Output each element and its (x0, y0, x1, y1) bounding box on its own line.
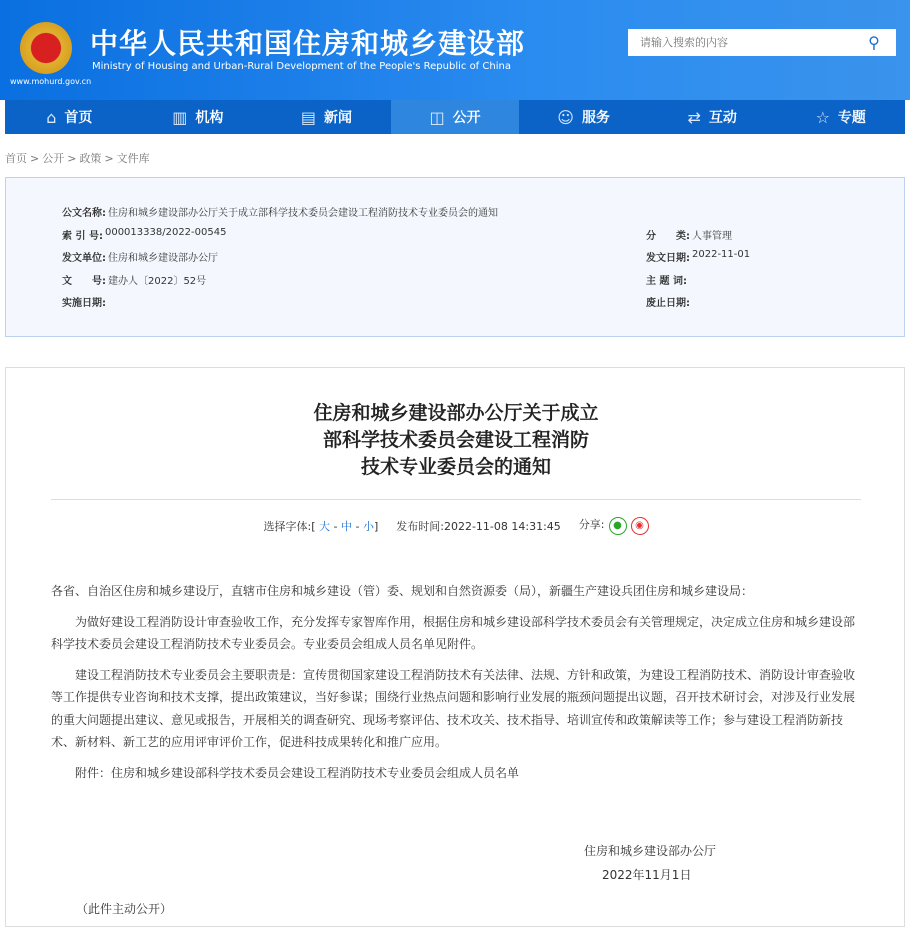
sep: - (355, 519, 360, 533)
article (5, 367, 905, 927)
breadcrumb (5, 150, 153, 166)
meta-category (646, 227, 732, 242)
nav-label: 首页 (64, 110, 93, 126)
label: 文 号: (62, 276, 106, 287)
publish-value: 2022-11-08 14:31:45 (443, 519, 561, 533)
user-exchange-icon: ⇄ (687, 107, 701, 127)
meta-effective (62, 294, 108, 309)
nav-label: 专题 (837, 110, 866, 126)
crumb-policy[interactable]: 政策 (79, 152, 102, 165)
nav-home[interactable] (5, 100, 134, 134)
nav-label: 互动 (708, 110, 737, 126)
nav-label: 服务 (581, 110, 610, 126)
nav-service[interactable] (519, 100, 648, 134)
publish-label: 发布时间: (396, 519, 444, 533)
nav-label: 公开 (452, 110, 481, 126)
label: 索 引 号: (62, 231, 103, 242)
meta-expiry (646, 294, 692, 309)
font-medium-link[interactable]: 中 (340, 519, 352, 533)
search-box (628, 29, 896, 56)
publish-time (396, 518, 561, 534)
main-nav (5, 100, 905, 134)
salutation: 各省、自治区住房和城乡建设厅，直辖市住房和城乡建设（管）委、规划和自然资源委（局），新疆生产建设兵团住房和城乡建设局： (51, 584, 754, 598)
sep: - (333, 519, 338, 533)
title-line: 住房和城乡建设部办公厅关于成立 (313, 402, 599, 424)
crumb-public[interactable]: 公开 (42, 152, 65, 165)
value: 住房和城乡建设部办公厅 (108, 253, 218, 264)
search-input[interactable] (628, 29, 848, 56)
value: 2022-11-01 (692, 249, 751, 260)
crumb-separator: > (104, 152, 114, 165)
label: 主 题 词: (646, 276, 687, 287)
meta-docno (62, 272, 206, 287)
wechat-share-icon[interactable]: ● (609, 517, 627, 535)
label: 公文名称: (62, 208, 106, 219)
meta-name (62, 204, 498, 219)
nav-topics[interactable] (776, 100, 905, 134)
crumb-library[interactable]: 文件库 (116, 152, 150, 165)
crumb-separator: > (67, 152, 77, 165)
meta-subject (646, 272, 689, 287)
bracket: ] (373, 519, 379, 533)
disclosure-note: （此件主动公开） (76, 902, 173, 916)
building-icon: ▥ (172, 107, 188, 127)
site-title: 中华人民共和国住房和城乡建设部 (90, 27, 526, 60)
meta-issuer (62, 249, 218, 264)
person-service-icon: ☺ (557, 107, 574, 127)
attachment-link[interactable]: 附件：住房和城乡建设部科学技术委员会建设工程消防技术专业委员会组成人员名单 (75, 765, 520, 780)
font-large-link[interactable]: 大 (318, 519, 330, 533)
crumb-home[interactable]: 首页 (5, 152, 27, 165)
signature: 住房和城乡建设部办公厅 (584, 844, 717, 858)
share-label: 分享: (578, 518, 605, 531)
star-book-icon: ☆ (815, 107, 830, 127)
font-label: 选择字体: (263, 519, 312, 533)
title-line: 部科学技术委员会建设工程消防 (322, 429, 589, 451)
article-tools (6, 516, 906, 535)
share (579, 516, 649, 535)
crumb-separator: > (30, 152, 40, 165)
nav-public[interactable] (391, 100, 520, 134)
documents-icon: ◫ (429, 107, 445, 127)
bracket: [ (311, 519, 316, 533)
article-title (6, 400, 906, 481)
search-button[interactable] (852, 29, 896, 56)
label: 分 类: (646, 231, 690, 242)
label: 实施日期: (62, 298, 106, 309)
value: 建办人〔2022〕52号 (108, 276, 207, 287)
nav-news[interactable] (262, 100, 391, 134)
meta-index (62, 227, 226, 242)
divider (51, 499, 861, 500)
label: 废止日期: (646, 298, 690, 309)
paragraph: 为做好建设工程消防设计审查验收工作，充分发挥专家智库作用，根据住房和城乡建设部科学技术委员会有关管理规定，决定成立住房和城乡建设部科学技术委员会建设工程消防技术专业委员会。专业委员会组成人员名单见附件。 (51, 614, 856, 651)
label: 发文日期: (646, 253, 690, 264)
title-line: 技术专业委员会的通知 (360, 456, 551, 478)
nav-label: 新闻 (324, 110, 352, 126)
search-icon: ⚲ (868, 33, 880, 52)
label: 发文单位: (62, 253, 106, 264)
weibo-share-icon[interactable]: ◉ (631, 517, 649, 535)
nav-organization[interactable] (134, 100, 263, 134)
nav-label: 机构 (195, 110, 224, 126)
document-metadata (5, 177, 905, 337)
paragraph: 建设工程消防技术专业委员会主要职责是：宣传贯彻国家建设工程消防技术有关法律、法规、方针和政策，为建设工程消防技术、消防设计审查验收等工作提供专业咨询和技术支撑，提出政策建议，当好参谋；围绕行业热点问题和影响行业发展的瓶颈问题提出议题，召开技术研讨会，对涉及行业发展的重大问题提出建议、意见或报告，开展相关的调查研究、现场考察评估、技术攻关、技术指导、培训宣传和政策解读等工作；参与建设工程消防新技术、新材料、新工艺的应用评审评价工作，促进科技成果转化和推广应用。 (51, 667, 856, 749)
newspaper-icon: ▤ (300, 107, 316, 127)
home-icon: ⌂ (46, 107, 57, 127)
value: 000013338/2022-00545 (104, 227, 227, 238)
article-body (51, 580, 866, 792)
font-size-selector (263, 518, 378, 534)
value: 人事管理 (692, 231, 732, 242)
value: 住房和城乡建设部办公厅关于成立部科学技术委员会建设工程消防技术专业委员会的通知 (108, 208, 498, 219)
site-header (0, 0, 910, 100)
nav-interaction[interactable] (648, 100, 777, 134)
meta-date (646, 249, 750, 264)
national-emblem-logo (20, 22, 72, 74)
font-small-link[interactable]: 小 (362, 519, 374, 533)
site-url[interactable]: www.mohurd.gov.cn (10, 77, 92, 86)
site-title-en: Ministry of Housing and Urban-Rural Development of the People's Republic of China (92, 61, 511, 72)
sign-date: 2022年11月1日 (602, 868, 692, 882)
